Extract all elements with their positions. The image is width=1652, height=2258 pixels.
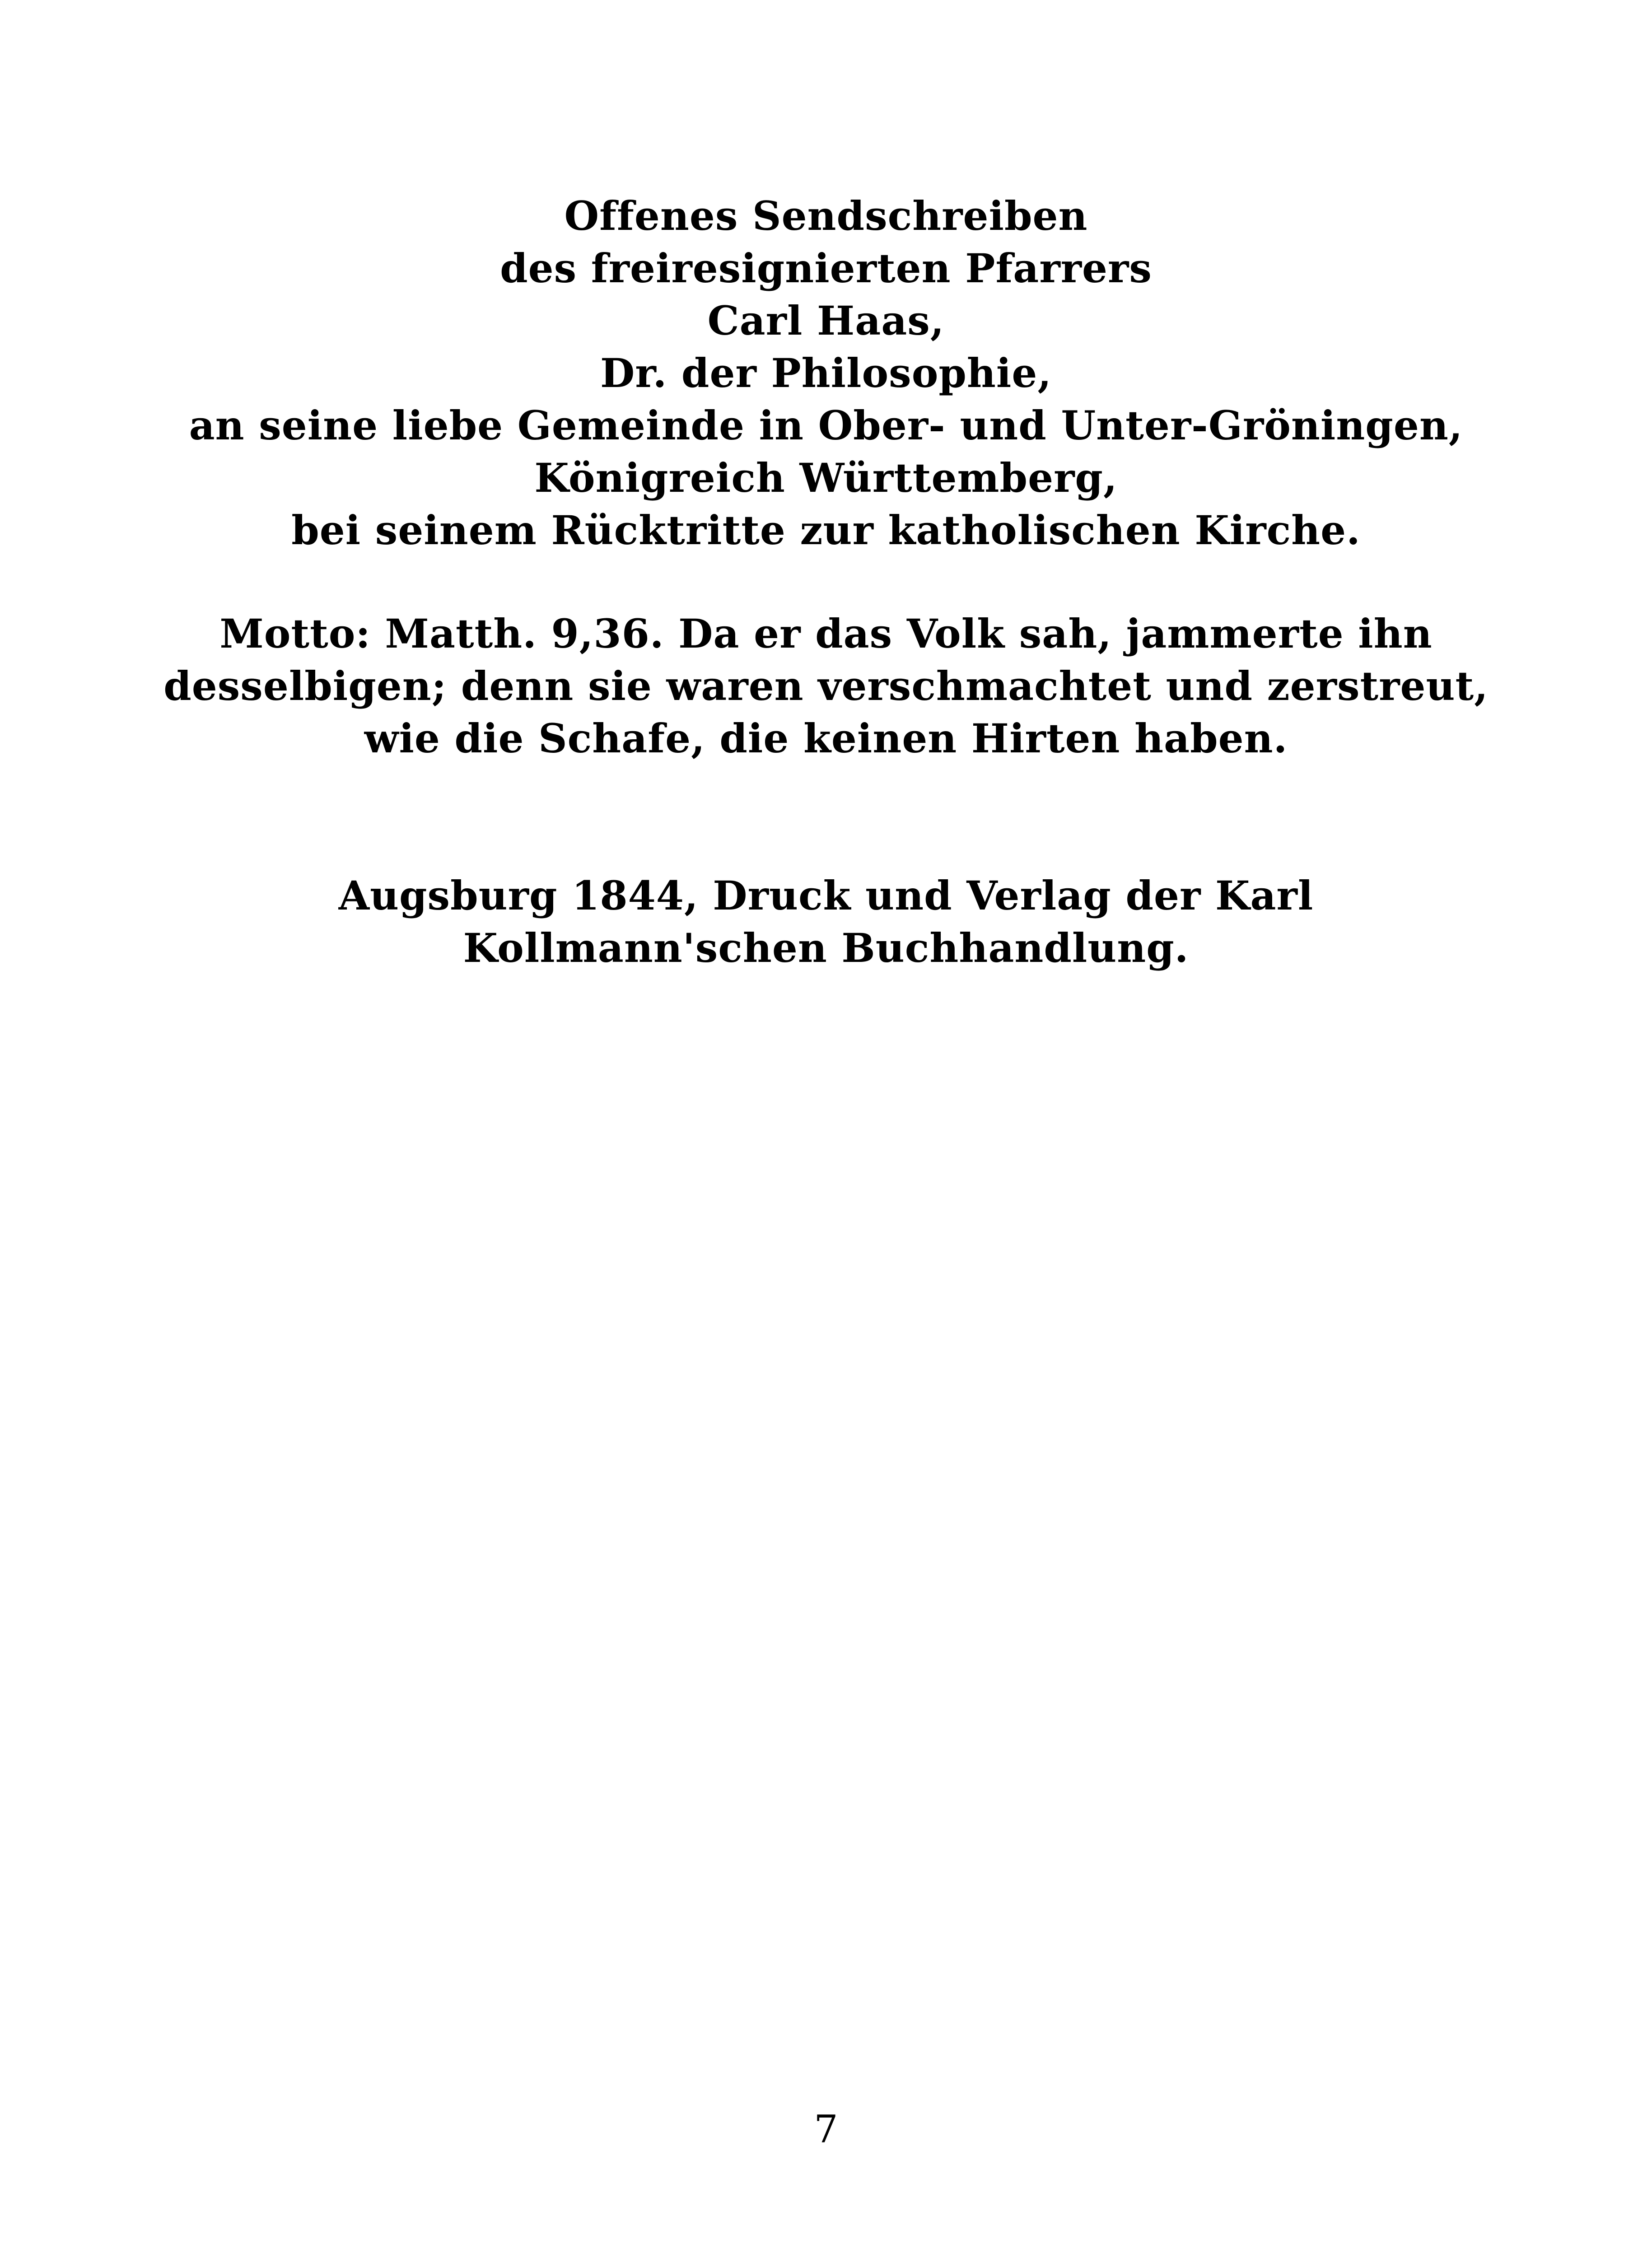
author-degree-line: Dr. der Philosophie, [600,350,1052,397]
occasion-line: bei seinem Rücktritte zur katholischen Kirche. [291,507,1361,554]
motto-line: wie die Schafe, die keinen Hirten haben. [364,715,1288,762]
imprint-line: Augsburg 1844, Druck und Verlag der Karl [338,872,1314,919]
author-name-line: Carl Haas, [707,297,945,344]
page-number: 7 [814,2107,838,2151]
addressee-line: an seine liebe Gemeinde in Ober- und Unter-Gröningen, [189,402,1463,449]
motto-line: Motto: Matth. 9,36. Da er das Volk sah, jammerte ihn [219,610,1433,657]
imprint-line: Kollmann'schen Buchhandlung. [463,924,1189,971]
title-block [0,190,1652,556]
imprint-block [0,869,1652,974]
motto-block [0,607,1652,765]
kingdom-line: Königreich Württemberg, [534,454,1118,501]
title-line: des freiresignierten Pfarrers [500,245,1152,292]
title-line: Offenes Sendschreiben [564,192,1088,239]
motto-line: desselbigen; denn sie waren verschmachtet und zerstreut, [163,662,1489,709]
